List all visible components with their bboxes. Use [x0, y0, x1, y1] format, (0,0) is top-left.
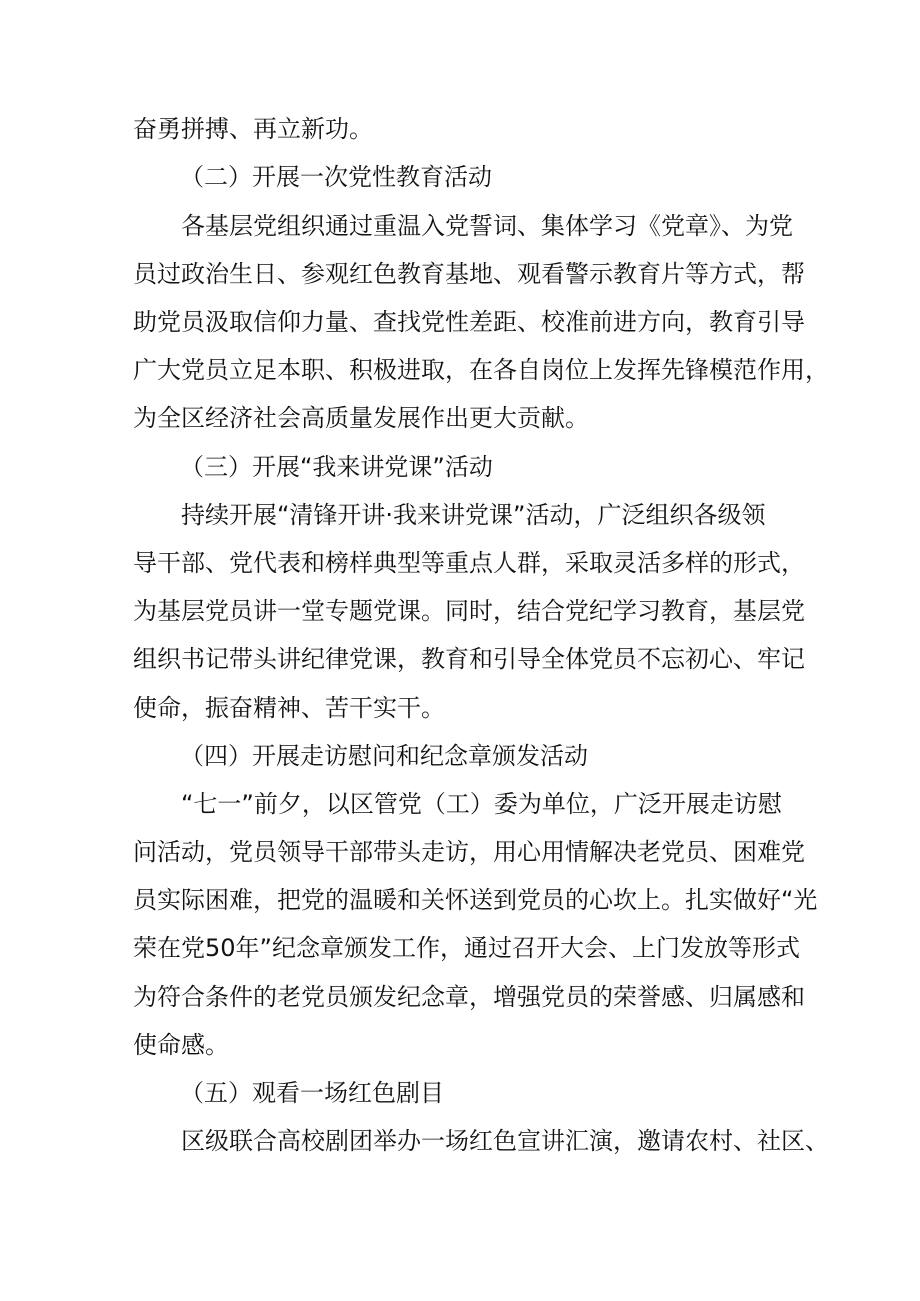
body-text-line: 使命，振奋精神、苦干实干。	[133, 694, 445, 722]
body-text-line: 使命感。	[133, 1031, 229, 1059]
body-text-line: 员实际困难，把党的温暖和关怀送到党员的心坎上。扎实做好“光	[133, 886, 818, 914]
paragraph-first-line: 各基层党组织通过重温入党誓词、集体学习《党章》、为党	[181, 212, 793, 240]
body-text-line: 为符合条件的老党员颁发纪念章，增强党员的荣誉感、归属感和	[133, 983, 805, 1011]
body-text-line: 导干部、党代表和榜样典型等重点人群，采取灵活多样的形式，	[133, 549, 805, 577]
body-text-line: 组织书记带头讲纪律党课，教育和引导全体党员不忘初心、牢记	[133, 645, 805, 673]
body-text-line: 员过政治生日、参观红色教育基地、观看警示教育片等方式，帮	[133, 260, 805, 288]
paragraph-first-line: 持续开展“清锋开讲·我来讲党课”活动，广泛组织各级领	[181, 501, 766, 529]
body-text-line: 荣在党50年”纪念章颁发工作，通过召开大会、上门发放等形式	[133, 934, 800, 962]
body-text-line: 助党员汲取信仰力量、查找党性差距、校准前进方向，教育引导	[133, 308, 805, 336]
body-text-line: 问活动，党员领导干部带头走访，用心用情解决老党员、困难党	[133, 838, 805, 866]
body-text-line: 广大党员立足本职、积极进取，在各自岗位上发挥先锋模范作用，	[133, 356, 829, 384]
paragraph-first-line: 区级联合高校剧团举办一场红色宣讲汇演，邀请农村、社区、	[181, 1127, 829, 1155]
section-heading: （五）观看一场红色剧目	[180, 1079, 444, 1107]
section-heading: （二）开展一次党性教育活动	[180, 163, 492, 191]
section-heading: （四）开展走访慰问和纪念章颁发活动	[180, 742, 588, 770]
section-heading: （三）开展“我来讲党课”活动	[180, 453, 493, 481]
body-text-line: 为全区经济社会高质量发展作出更大贡献。	[133, 404, 589, 432]
body-text-line: 奋勇拼搏、再立新功。	[133, 115, 373, 143]
body-text-line: 为基层党员讲一堂专题党课。同时，结合党纪学习教育，基层党	[133, 597, 805, 625]
paragraph-first-line: “七一”前夕，以区管党（工）委为单位，广泛开展走访慰	[181, 790, 782, 818]
